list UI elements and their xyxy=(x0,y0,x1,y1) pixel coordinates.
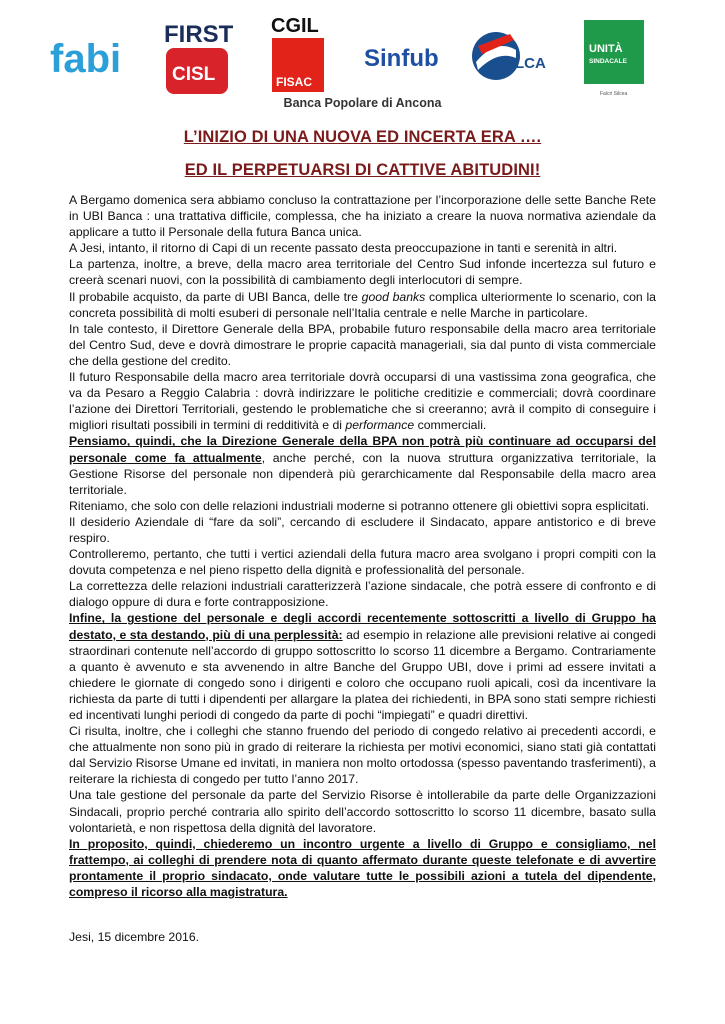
first-cisl-logo xyxy=(162,16,234,98)
bold-underlined-text: Pensiamo, quindi, che la Direzione Generale della BPA non potrà più continuare ad occuparsi del personale come fa attualmente xyxy=(69,434,656,465)
sindacale-logo-text: SINDACALE xyxy=(589,58,627,65)
paragraph xyxy=(69,610,656,723)
title-line-2: ED IL PERPETUARSI DI CATTIVE ABITUDINI! xyxy=(184,161,541,179)
paragraph: A Jesi, intanto, il ritorno di Capi di un recente passato desta preoccupazione in tanti e serenità in altri. xyxy=(69,241,618,256)
cgil-logo-text: CGIL xyxy=(271,15,319,37)
text-span: commerciali. xyxy=(414,418,487,433)
sinfub-logo xyxy=(364,40,448,74)
paragraph: La partenza, inoltre, a breve, della macro area territoriale del Centro Sud infonde incertezza sul futuro e creerà scenari nuovi, con la possibilità di cambiamento degli interlocutori di sempre. xyxy=(69,257,656,288)
cgil-fisac-logo xyxy=(270,12,326,94)
paragraph: Ci risulta, inoltre, che i colleghi che stanno fruendo del periodo di congedo relativo ai precedenti accordi, e che attualmente non sono più in grado di reiterare la richiesta per motivi economici, siano stati già contattati dal Servizio Risorse Umane ed invitati, in maniera non molto ortodossa (spesso paventando trasferimenti), a reiterare la richiesta di congedo per tutto l’anno 2017. xyxy=(69,724,656,787)
emphasis-text: performance xyxy=(345,418,415,433)
document-date: Jesi, 15 dicembre 2016. xyxy=(69,930,200,944)
text-span: , anche perché, con la nuova struttura organizzativa territoriale, la Gestione Risorse del personale non dipenderà più gerarchicamente dal Responsabile della macro area territoriale. xyxy=(69,450,656,497)
unita-logo-text: UNITÀ xyxy=(589,43,623,55)
paragraph xyxy=(69,836,656,900)
text-span: ad esempio in relazione alle previsioni relative ai congedi straordinari contenute nell’accordo di gruppo sottoscritto lo scorso 11 dicembre a Bergamo. Contrariamente a quanto è avvenuto e sta avvenendo in altre Banche del Gruppo UBI, dove i primi ad essere invitati a chiedere le giornate di congedo sono i dirigenti e coloro che occupano ruoli apicali, così da incentivare la richiesta da parte di tutti i dipendenti per allargare la platea dei richiedenti, in BPA sono stati sempre richiesti ed incentivati lunghi periodi di congedo da parte di pochi “impiegati” e quadri direttivi. xyxy=(69,627,656,722)
paragraph: Il desiderio Aziendale di “fare da soli”, cercando di escludere il Sindacato, appare antistorico e di breve respiro. xyxy=(69,514,656,545)
text-span: Il futuro Responsabile della macro area territoriale dovrà occuparsi di una vastissima zona geografica, che va da Pesaro a Reggio Calabria : dovrà indirizzare le politiche creditizie e commerciali; dovrà coordinare l’azione dei Direttori Territoriali, gestendo le problematiche che si creeranno; avrà il compito di conseguire i migliori risultati possibili in termini di redditività e di xyxy=(69,370,656,433)
paragraph: Controlleremo, pertanto, che tutti i vertici aziendali della futura macro area svolgano i propri compiti con la dovuta competenza e nel pieno rispetto della dignità e professionalità del personale. xyxy=(69,547,656,578)
union-logos-header xyxy=(48,8,688,100)
unita-sindacale-logo xyxy=(582,18,646,98)
bold-underlined-text: In proposito, quindi, chiederemo un incontro urgente a livello di Gruppo e consigliamo, nel frattempo, ai colleghi di prendere nota di quanto affermato durante queste telefonate e di avvertire prontamente il proprio sindacato, onde valutare tutte le possibili azioni a tutela del dipendente, compreso il ricorso alla magistratura. xyxy=(69,836,656,900)
paragraph: Riteniamo, che solo con delle relazioni industriali moderne si potranno ottenere gli obiettivi sopra esplicitati. xyxy=(69,498,650,513)
text-span: complica ulteriormente lo scenario, con la concreta possibilità di molti esuberi di personale nell’Italia centrale e nelle Marche in particolare. xyxy=(69,289,656,320)
emphasis-text: good banks xyxy=(361,289,426,304)
uilca-logo-text: UILCA xyxy=(500,55,546,72)
fisac-logo-text: FISAC xyxy=(276,75,312,89)
text-span: Il probabile acquisto, da parte di UBI Banca, delle tre xyxy=(69,289,362,304)
fabi-logo xyxy=(48,28,124,84)
paragraph: A Bergamo domenica sera abbiamo concluso la contrattazione per l’incorporazione delle sette Banche Rete in UBI Banca : una trattativa difficile, complessa, che ha iniziato a creare la nuova normativa aziendale da applicare a tutto il Personale della futura Banca unica. xyxy=(69,193,656,240)
paragraph: In tale contesto, il Direttore Generale della BPA, probabile futuro responsabile della macro area territoriale del Centro Sud, deve e dovrà dimostrare le proprie capacità manageriali, sia dal punto di vista commerciale che della gestione del credito. xyxy=(69,321,656,368)
bank-name: Banca Popolare di Ancona xyxy=(283,96,442,110)
uilca-logo xyxy=(470,28,552,84)
title-line-1: L’INIZIO DI UNA NUOVA ED INCERTA ERA …. xyxy=(183,128,542,146)
paragraph: Una tale gestione del personale da parte del Servizio Risorse è intollerabile da parte delle Organizzazioni Sindacali, proprio perché contraria allo spirito dell’accordo sottoscritto lo scorso 11 dicembre, basato sulla volontarietà, e non rispettosa della dignità del lavoratore. xyxy=(69,788,656,835)
unita-caption-text: Falcri Silcea xyxy=(600,91,628,97)
paragraph xyxy=(69,289,656,321)
cisl-logo-text: CISL xyxy=(172,64,216,85)
paragraph xyxy=(69,433,656,497)
fabi-logo-text: fabi xyxy=(50,37,122,81)
paragraph: La correttezza delle relazioni industriali caratterizzerà l’azione sindacale, che potrà essere di confronto e di dialogo oppure di dura e forte contrapposizione. xyxy=(69,579,656,610)
first-logo-text: FIRST xyxy=(164,21,234,48)
body-text xyxy=(69,192,656,900)
sinfub-logo-text: Sinfub xyxy=(364,45,439,72)
bold-underlined-text: Infine, la gestione del personale e degli accordi recentemente sottoscritti a livello di Gruppo ha destato, e sta destando, più di una perplessità: xyxy=(69,611,656,642)
paragraph xyxy=(69,369,656,433)
